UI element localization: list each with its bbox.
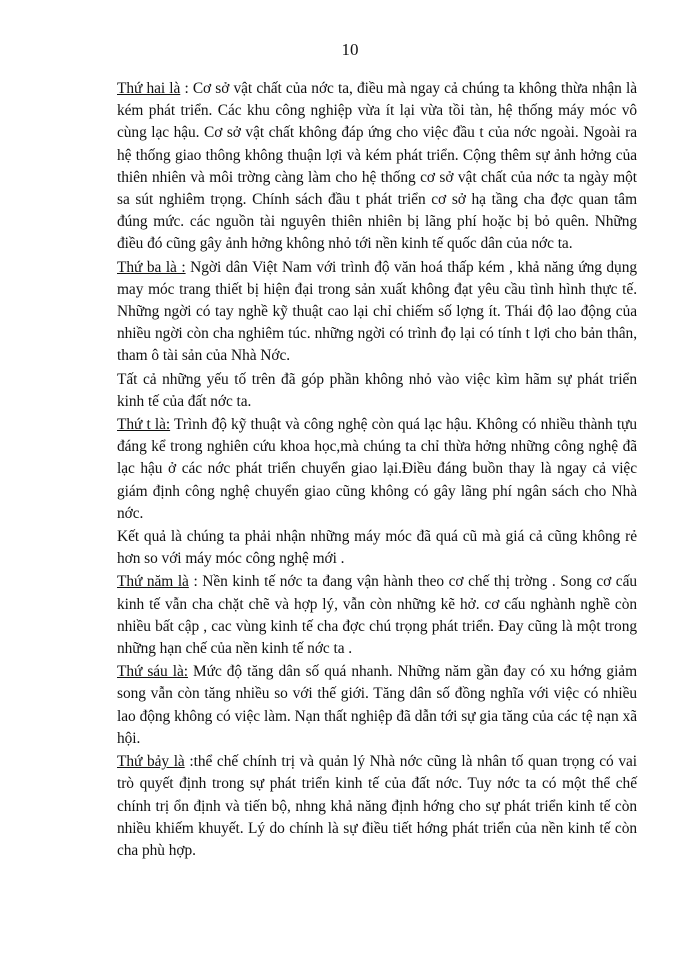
paragraph-label: Thứ bảy là: [117, 753, 185, 771]
paragraph-text: Mức độ tăng dân số quá nhanh. Những năm gần đay có xu hớng giảm song vẫn còn tăng nhiều so với thế giới. Tăng dân số đồng nghĩa với việc có nhiều lao động không có việc làm. Nạn thất nghiệp đã dẫn tới sự gia tăng của các tệ nạn xã hội.: [117, 663, 637, 747]
paragraph-thu-bay: [117, 751, 637, 862]
paragraph-label: Thứ hai là: [117, 80, 181, 97]
paragraph-text: : Cơ sở vật chất của nớc ta, điều mà ngay cả chúng ta không thừa nhận là kém phát triển. Các khu công nghiệp vừa ít lại vừa tồi tàn, hệ thống máy móc vô cùng lạc hậu. Cơ sở vật chất không đáp ứng cho việc đầu t của nớc ngoài. Ngoài ra hệ thống giao thông không thuận lợi và kém phát triển. Cộng thêm sự ảnh hởng của thiên nhiên và môi trờng càng làm cho hệ thống cơ sở vật chất của nớc ta ngày một sa sút nghiêm trọng. Chính sách đầu t phát triển cơ sở hạ tầng cha đợc quan tâm đúng mức. các nguồn tài nguyên thiên nhiên bị lãng phí hoặc bị bỏ quên. Những điều đó cũng gây ảnh hởng không nhỏ tới nền kinh tế quốc dân của nớc ta.: [117, 80, 637, 253]
paragraph-text: :thể chế chính trị và quản lý Nhà nớc cũng là nhân tố quan trọng có vai trò quyết định trong sự phát triển kinh tế của đất nớc. Tuy nớc ta có một thể chế chính trị ổn định và tiến bộ, nhng khả năng định hớng cho sự phát triển kinh tế còn nhiều khiếm khuyết. Lý do chính là sự điều tiết hớng phát triển của nền kinh tế còn cha phù hợp.: [117, 753, 638, 859]
paragraph-thu-nam: [117, 571, 637, 660]
paragraph-text: Trình độ kỹ thuật và công nghệ còn quá lạc hậu. Không có nhiều thành tựu đáng kể trong nghiên cứu khoa học,mà chúng ta chỉ thừa hởng những công nghệ đã lạc hậu ở các nớc phát triển chuyển giao lại.Điều đáng buồn thay là ngay cả việc giám định công nghệ chuyển giao cũng không có gây lãng phí ngân sách cho Nhà nớc.: [117, 416, 637, 522]
page-number: 10: [341, 40, 359, 59]
paragraph-label: Thứ t là:: [117, 416, 171, 434]
paragraph-label: Thứ năm là: [117, 573, 189, 591]
paragraph-label: Thứ ba là :: [117, 258, 186, 276]
paragraph-text: Ngời dân Việt Nam với trình độ văn hoá thấp kém , khả năng ứng dụng may móc trang thiết bị hiện đại trong sản xuất không đạt yêu cầu tình hình thực tế. Những ngời có tay nghề kỹ thuật cao lại chỉ chiếm số lợng ít. Thái độ lao động của nhiều ngời còn cha nghiêm túc. những ngời có trình đọ lại có tính t lợi cho bản thân, tham ô tài sản của Nhà Nớc.: [117, 258, 637, 365]
paragraph-text: Tất cả những yếu tố trên đã góp phần không nhỏ vào việc kìm hãm sự phát triển kinh tế của đất nớc ta.: [117, 370, 637, 410]
paragraph-summary-2: [117, 526, 637, 570]
paragraph-thu-hai: [117, 78, 637, 256]
paragraph-label: Thứ sáu là:: [117, 663, 188, 681]
body-text: [117, 78, 637, 862]
paragraph-text: : Nền kinh tế nớc ta đang vận hành theo cơ chế thị trờng . Song cơ cấu kinh tế vẫn cha chặt chẽ và hợp lý, vẫn còn những kẽ hở. cơ cấu nghành nghề còn nhiều bất cập , cac vùng kinh tế cha đợc chú trọng phát triển. Đay cũng là một trong những hạn chế của nền kinh tế nớc ta .: [117, 573, 637, 658]
paragraph-summary-1: [117, 369, 637, 413]
paragraph-text: Kết quả là chúng ta phải nhận những máy móc đã quá cũ mà giá cả cũng không rẻ hơn so với máy móc công nghệ mới .: [117, 528, 637, 568]
paragraph-thu-sau: [117, 661, 637, 750]
paragraph-thu-tu: [117, 414, 637, 525]
paragraph-thu-ba: [117, 257, 637, 368]
